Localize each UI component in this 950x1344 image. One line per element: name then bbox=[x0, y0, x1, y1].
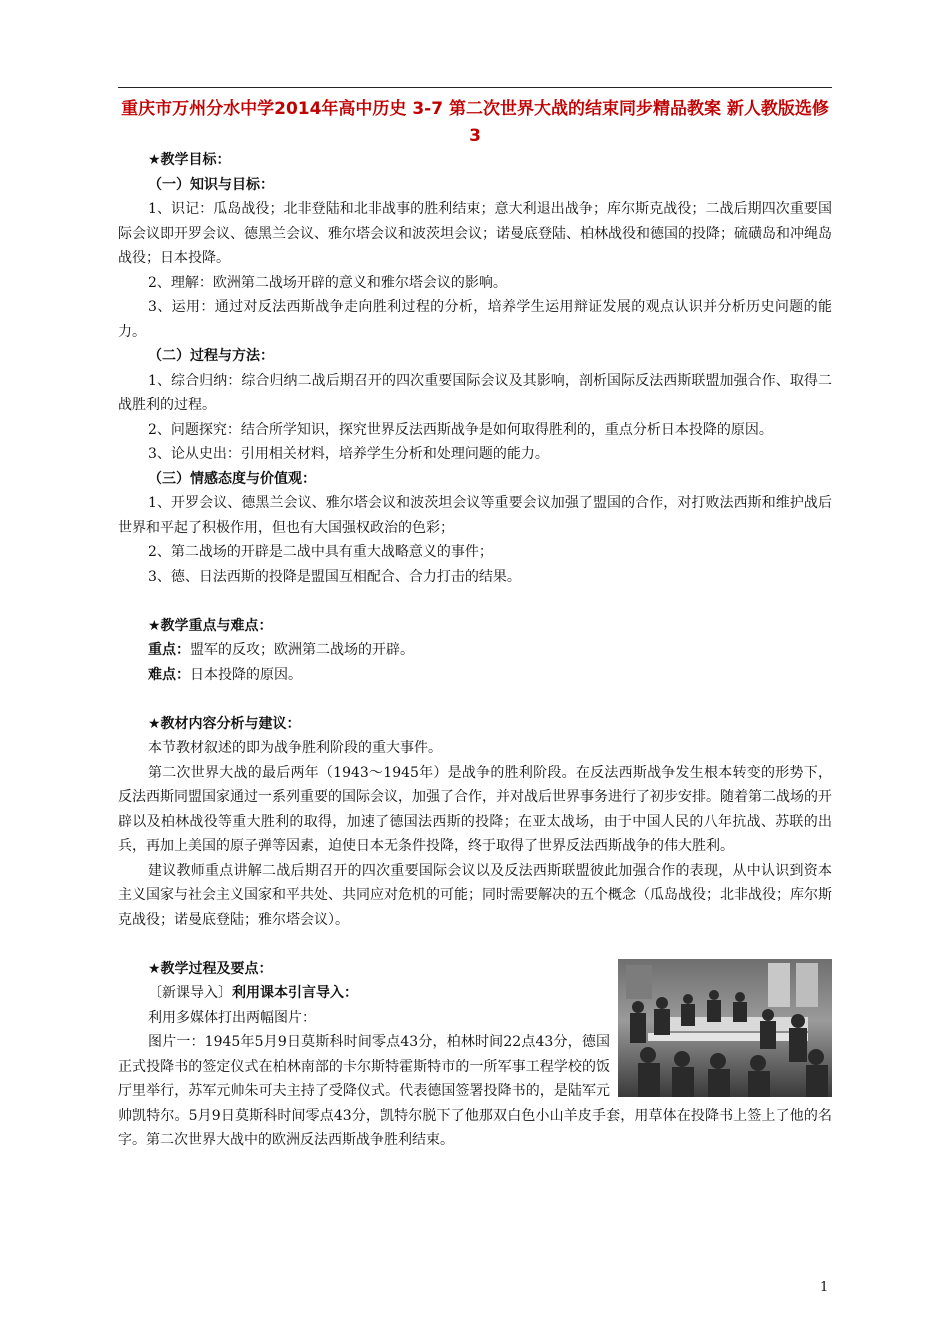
key-text: 盟军的反攻；欧洲第二战场的开辟。 bbox=[190, 642, 414, 658]
knowledge-item: 2、理解：欧洲第二战场开辟的意义和雅尔塔会议的影响。 bbox=[148, 274, 507, 291]
analysis-paragraph: 本节教材叙述的即为战争胜利阶段的重大事件。 bbox=[148, 740, 442, 756]
header-rule bbox=[118, 87, 832, 88]
document-title: 重庆市万州分水中学2014年高中历史 3-7 第二次世界大战的结束同步精品教案 新人教版选修3 bbox=[121, 99, 829, 146]
analysis-paragraph: 建议教师重点讲解二战后期召开的四次重要国际会议以及反法西斯联盟彼此加强合作的表现，从中认识到资本主义国家与社会主义国家和平共处、共同应对危机的可能；同时需要解决的五个概念（瓜岛战役；北非战役；库尔斯克战役；诺曼底登陆；雅尔塔会议）。 bbox=[118, 862, 832, 928]
surrender-ceremony-photo bbox=[618, 959, 832, 1097]
difficult-point-line bbox=[118, 663, 832, 688]
values-heading: （三）情感态度与价值观： bbox=[148, 470, 316, 487]
process-item: 1、综合归纳：综合归纳二战后期召开的四次重要国际会议及其影响，剖析国际反法西斯联盟加强合作、取得二战胜利的过程。 bbox=[118, 372, 832, 413]
spacer bbox=[118, 589, 832, 614]
key-label: 重点： bbox=[148, 642, 190, 658]
values-item: 1、开罗会议、德黑兰会议、雅尔塔会议和波茨坦会议等重要会议加强了盟国的合作，对打败法西斯和维护战后世界和平起了积极作用，但也有大国强权政治的色彩； bbox=[118, 495, 832, 536]
process-method-heading: （二）过程与方法： bbox=[148, 348, 274, 364]
goals-heading: ★教学目标： bbox=[148, 152, 231, 168]
intro-tag: 〔新课导入〕 bbox=[148, 985, 232, 1001]
values-item: 3、德、日法西斯的投降是盟国互相配合、合力打击的结果。 bbox=[148, 568, 521, 585]
page-number: 1 bbox=[820, 1280, 829, 1295]
analysis-paragraph: 第二次世界大战的最后两年（1943～1945年）是战争的胜利阶段。在反法西斯战争发生根本转变的形势下，反法西斯同盟国家通过一系列重要的国际会议，加强了合作，并对战后世界事务进行了初步安排。随着第二战场的开辟以及柏林战役等重大胜利的取得，加速了德国法西斯的投降；在亚太战场，由于中国人民的八年抗战、苏联的出兵，再加上美国的原子弹等因素，迫使日本无条件投降，终于取得了世界反法西斯战争的伟大胜利。 bbox=[118, 764, 832, 854]
key-points-heading: ★教学重点与难点： bbox=[148, 617, 273, 634]
process-item: 2、问题探究：结合所学知识，探究世界反法西斯战争是如何取得胜利的，重点分析日本投降的原因。 bbox=[148, 421, 773, 438]
knowledge-heading: （一）知识与目标： bbox=[148, 176, 274, 193]
intro-bold: 利用课本引言导入： bbox=[232, 985, 358, 1001]
multimedia-line: 利用多媒体打出两幅图片： bbox=[148, 1009, 316, 1026]
spacer bbox=[118, 687, 832, 712]
knowledge-item: 3、运用：通过对反法西斯战争走向胜利过程的分析，培养学生运用辩证发展的观点认识并分析历史问题的能力。 bbox=[118, 299, 832, 340]
picture-one-paragraph: 图片一：1945年5月9日莫斯科时间零点43分，柏林时间22点43分，德国正式投降书的签定仪式在柏林南部的卡尔斯特霍斯特市的一所军事工程学校的饭厅里举行，苏军元帅朱可夫主持了受降仪式。代表德国签署投降书的，是陆军元帅凯特尔。5月9日莫斯科时间零点43分，凯特尔脱下了他那双白色小山羊皮手套，用草体在投降书上签上了他的名字。第二次世界大战中的欧洲反法西斯战争胜利结束。 bbox=[118, 1034, 832, 1148]
analysis-heading: ★教材内容分析与建议： bbox=[148, 715, 301, 732]
document-body bbox=[118, 148, 832, 1153]
spacer bbox=[118, 932, 832, 957]
values-item: 2、第二战场的开辟是二战中具有重大战略意义的事件； bbox=[148, 544, 493, 560]
teaching-process-heading: ★教学过程及要点： bbox=[148, 960, 273, 977]
key-point-line bbox=[118, 638, 832, 663]
knowledge-item: 1、识记：瓜岛战役；北非登陆和北非战事的胜利结束；意大利退出战争；库尔斯克战役；二战后期四次重要国际会议即开罗会议、德黑兰会议、雅尔塔会议和波茨坦会议；诺曼底登陆、柏林战役和德国的投降；硫磺岛和冲绳岛战役；日本投降。 bbox=[118, 201, 832, 266]
difficult-label: 难点： bbox=[148, 666, 190, 683]
process-item: 3、论从史出：引用相关材料，培养学生分析和处理问题的能力。 bbox=[148, 446, 549, 462]
difficult-text: 日本投降的原因。 bbox=[190, 666, 302, 683]
